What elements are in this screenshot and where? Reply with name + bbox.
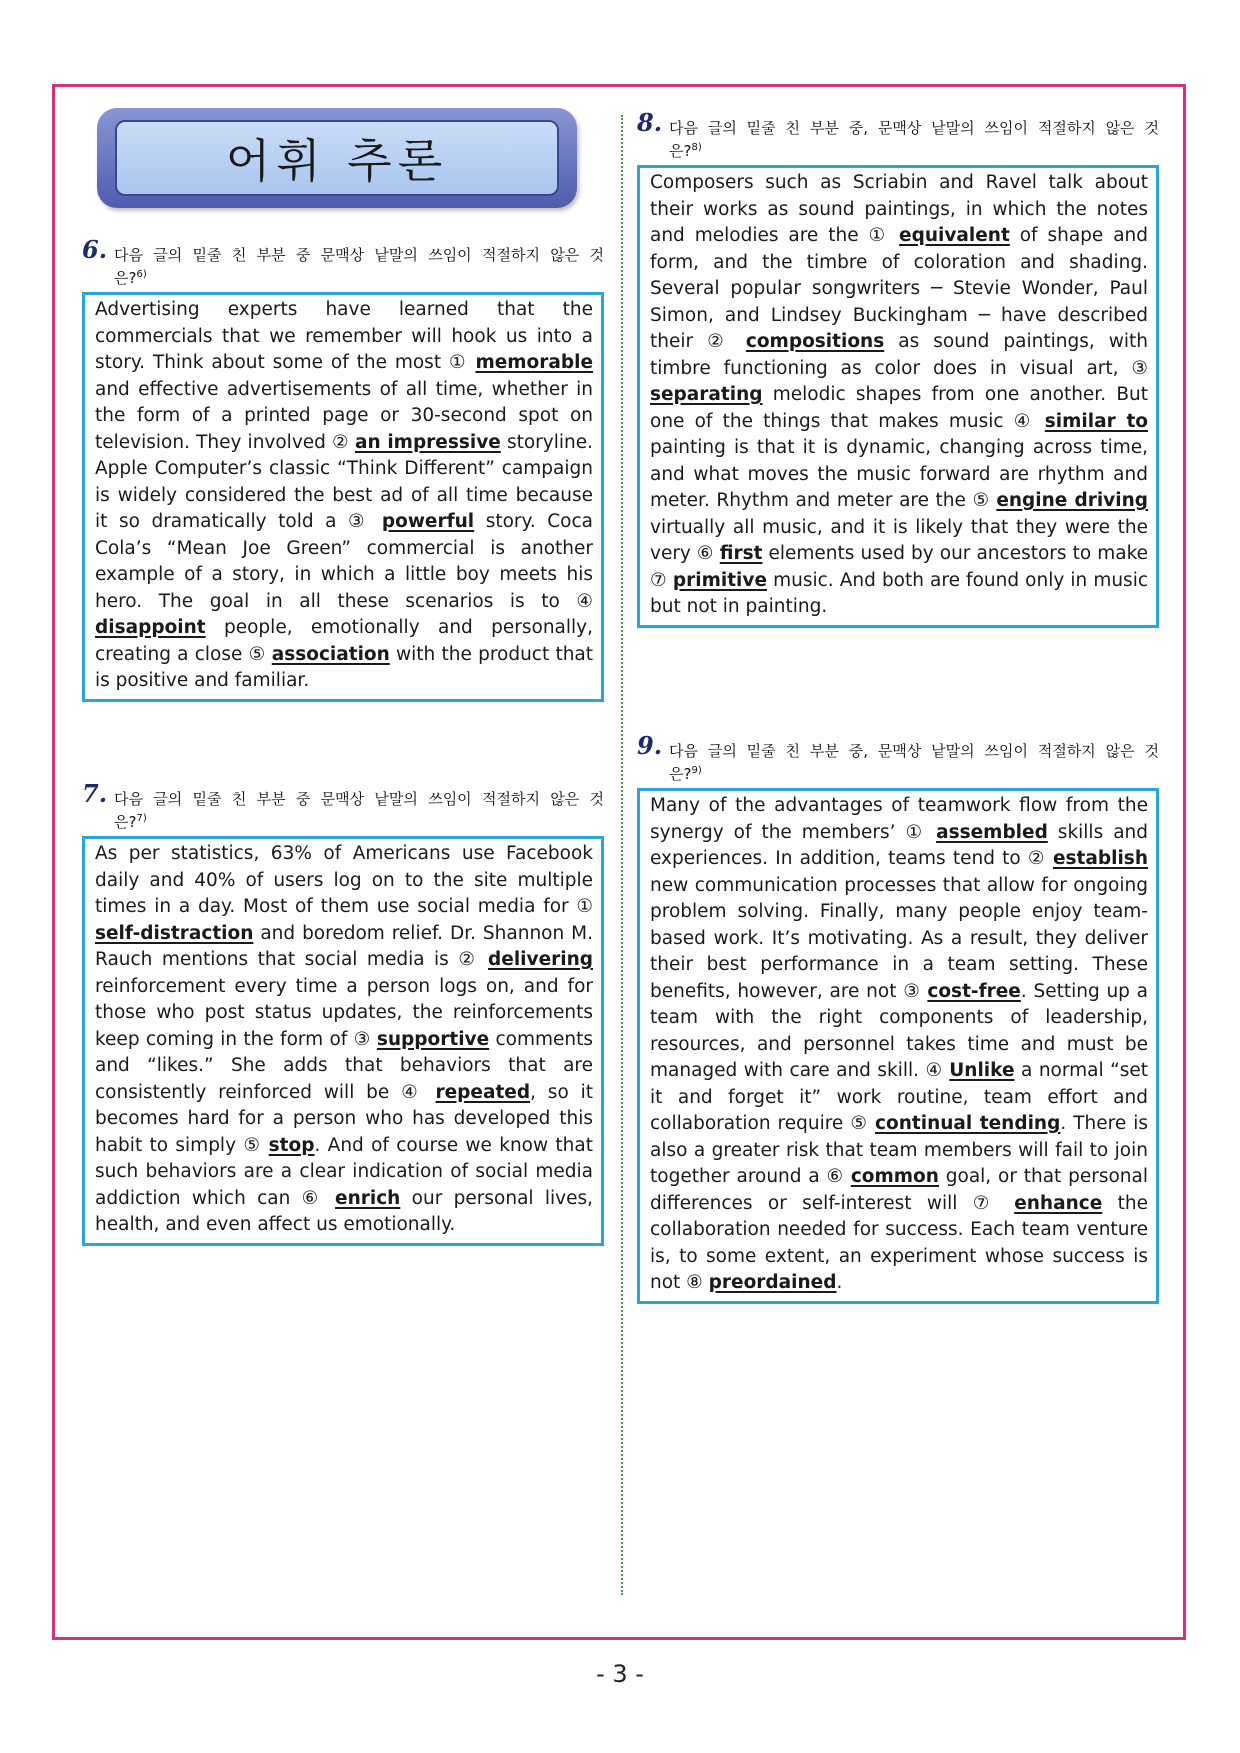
passage-box [82, 836, 604, 1246]
underlined-keyword: assembled [936, 821, 1048, 843]
section-title-plate [115, 120, 559, 196]
question-prompt: 다음 글의 밑줄 친 부분 중 문맥상 낱말의 쓰임이 적절하지 않은 것 [114, 790, 604, 808]
question-number: 6. [82, 235, 108, 264]
passage-text: and effective advertisements of all time, whether in the form of a printed page or 30-second spot on television. They involved ② [95, 378, 593, 453]
passage-text: as sound paintings, with timbre functioning as color does in visual art, ③ [650, 331, 1148, 379]
underlined-keyword: primitive [672, 569, 767, 591]
passage-text: and boredom relief. Dr. Shannon M. Rauch mentions that social media is ② [95, 922, 593, 970]
underlined-keyword: enhance [1014, 1192, 1103, 1214]
passage-text: melodic shapes from one another. But one of the things that makes music ④ [650, 384, 1148, 432]
question-6 [82, 235, 604, 702]
passage-text: As per statistics, 63% of Americans use Facebook daily and 40% of users log on to the site multiple times in a day. Most of them use social media for ① [95, 843, 593, 917]
underlined-keyword: separating [650, 384, 763, 405]
passage-text: . And of course we know that such behaviors are a clear indication of social media addiction which can ⑥ [95, 1134, 593, 1209]
underlined-keyword: repeated [435, 1081, 531, 1103]
question-prompt: 다음 글의 밑줄 친 부분 중 문맥상 낱말의 쓰임이 적절하지 않은 것 [114, 246, 604, 264]
footnote-ref: 6) [136, 269, 147, 280]
underlined-keyword: self-distraction [95, 922, 254, 944]
passage-text: skills and experiences. In addition, teams tend to ② [650, 821, 1148, 869]
underlined-keyword: disappoint [95, 617, 206, 638]
passage-text: people, emotionally and personally, creating a close ⑤ [95, 617, 593, 665]
underlined-keyword: equivalent [899, 225, 1010, 246]
passage-text: new communication processes that allow for ongoing problem solving. Finally, many people enjoy team-based work. It’s motivating. As a result, they deliver their best performance in a team setting. These benefits, however, are not ③ [650, 874, 1148, 1002]
question-prompt-end: 은?$^{6)}$ [114, 269, 147, 287]
passage-text: reinforcement every time a person logs on, and for those who post status updates, the reinforcements keep coming in the form of ③ [95, 975, 593, 1050]
question-prompt: 다음 글의 밑줄 친 부분 중, 문맥상 낱말의 쓰임이 적절하지 않은 것 [669, 742, 1159, 760]
passage-text: . Setting up a team with the right components of leadership, resources, and personnel takes time and must be managed with care and skill. ④ [650, 980, 1148, 1081]
passage-text: . [836, 1272, 843, 1293]
passage-text: a normal “set it and forget it” work routine, team effort and collaboration require ⑤ [650, 1060, 1149, 1134]
passage-text: our personal lives, health, and even affect us emotionally. [95, 1187, 593, 1235]
passage-box [637, 165, 1159, 628]
underlined-keyword: continual tending [875, 1113, 1061, 1134]
question-number: 7. [82, 779, 108, 808]
question-prompt-end: 은?$^{9)}$ [669, 765, 702, 783]
underlined-keyword: powerful [381, 511, 475, 532]
passage-box [82, 292, 604, 702]
passage-text: Composers such as Scriabin and Ravel talk about their works as sound paintings, in which the notes and melodies are the ① [650, 172, 1148, 246]
underlined-keyword: common [850, 1166, 939, 1187]
passage-box [637, 788, 1159, 1304]
underlined-keyword: an impressive [354, 431, 501, 453]
question-prompt-end: 은?$^{8)}$ [669, 142, 702, 160]
passage-text: Many of the advantages of teamwork flow from the synergy of the members’ ① [650, 795, 1148, 843]
passage-text: story. Coca Cola’s “Mean Joe Green” commercial is another example of a story, in which a little boy meets his hero. The goal in all these scenarios is to ④ [95, 511, 594, 612]
underlined-keyword: engine driving [996, 490, 1148, 511]
column-divider [621, 115, 623, 1595]
underlined-keyword: first [719, 543, 763, 564]
underlined-keyword: preordained [708, 1272, 837, 1293]
underlined-keyword: delivering [488, 949, 593, 970]
passage-text: virtually all music, and it is likely that they were the very ⑥ [650, 516, 1148, 564]
passage-text: music. And both are found only in music but not in painting. [650, 569, 1149, 617]
question-8 [637, 108, 1159, 628]
question-header [637, 731, 1159, 784]
underlined-keyword: Unlike [949, 1060, 1015, 1081]
underlined-keyword: association [271, 643, 390, 665]
question-number: 9. [637, 731, 663, 760]
question-prompt-end: 은?$^{7)}$ [114, 813, 147, 831]
underlined-keyword: memorable [475, 352, 593, 373]
question-7 [82, 779, 604, 1246]
question-header [82, 779, 604, 832]
underlined-keyword: supportive [376, 1028, 490, 1050]
passage-text: Advertising experts have learned that the commercials that we remember will hook us into a story. Think about some of the most ① [95, 299, 593, 373]
footnote-ref: 9) [691, 765, 702, 776]
passage-text: elements used by our ancestors to make ⑦ [650, 543, 1148, 591]
footnote-ref: 7) [136, 813, 147, 824]
passage-text: comments and “likes.” She adds that behaviors that are consistently reinforced will be ④ [95, 1028, 593, 1103]
passage-text: the collaboration needed for success. Each team venture is, to some extent, an experiment whose success is not ⑧ [650, 1192, 1148, 1293]
section-title-badge [97, 108, 577, 208]
underlined-keyword: cost-free [927, 980, 1021, 1002]
passage-text: with the product that is positive and familiar. [95, 643, 594, 691]
question-number: 8. [637, 108, 663, 137]
question-9 [637, 731, 1159, 1304]
passage-text: painting is that it is dynamic, changing across time, and what moves the music forward are rhythm and meter. Rhythm and meter are the ⑤ [650, 437, 1148, 511]
underlined-keyword: stop [268, 1134, 315, 1156]
passage-text: , so it becomes hard for a person who has developed this habit to simply ⑤ [95, 1081, 593, 1156]
underlined-keyword: similar to [1044, 410, 1149, 432]
page-number: - 3 - [596, 1660, 644, 1688]
passage-text: of shape and form, and the timbre of coloration and shading. Several popular songwriters ─ Stevie Wonder, Paul Simon, and Lindsey Buckingham ─ have described their ② [650, 225, 1148, 352]
underlined-keyword: compositions [745, 331, 885, 352]
passage-text: . There is also a greater risk that team members will fail to join together around a ⑥ [650, 1113, 1149, 1187]
question-header [637, 108, 1159, 161]
question-prompt: 다음 글의 밑줄 친 부분 중, 문맥상 낱말의 쓰임이 적절하지 않은 것 [669, 119, 1159, 137]
passage-text: goal, or that personal differences or self-interest will ⑦ [650, 1166, 1149, 1214]
question-header [82, 235, 604, 288]
underlined-keyword: establish [1053, 848, 1148, 869]
underlined-keyword: enrich [335, 1187, 401, 1209]
footnote-ref: 8) [691, 142, 702, 153]
passage-text: storyline. Apple Computer’s classic “Think Different” campaign is widely considered the best ad of all time because it so dramatically told a ③ [95, 431, 593, 532]
section-title: 어휘 추론 [225, 134, 449, 188]
